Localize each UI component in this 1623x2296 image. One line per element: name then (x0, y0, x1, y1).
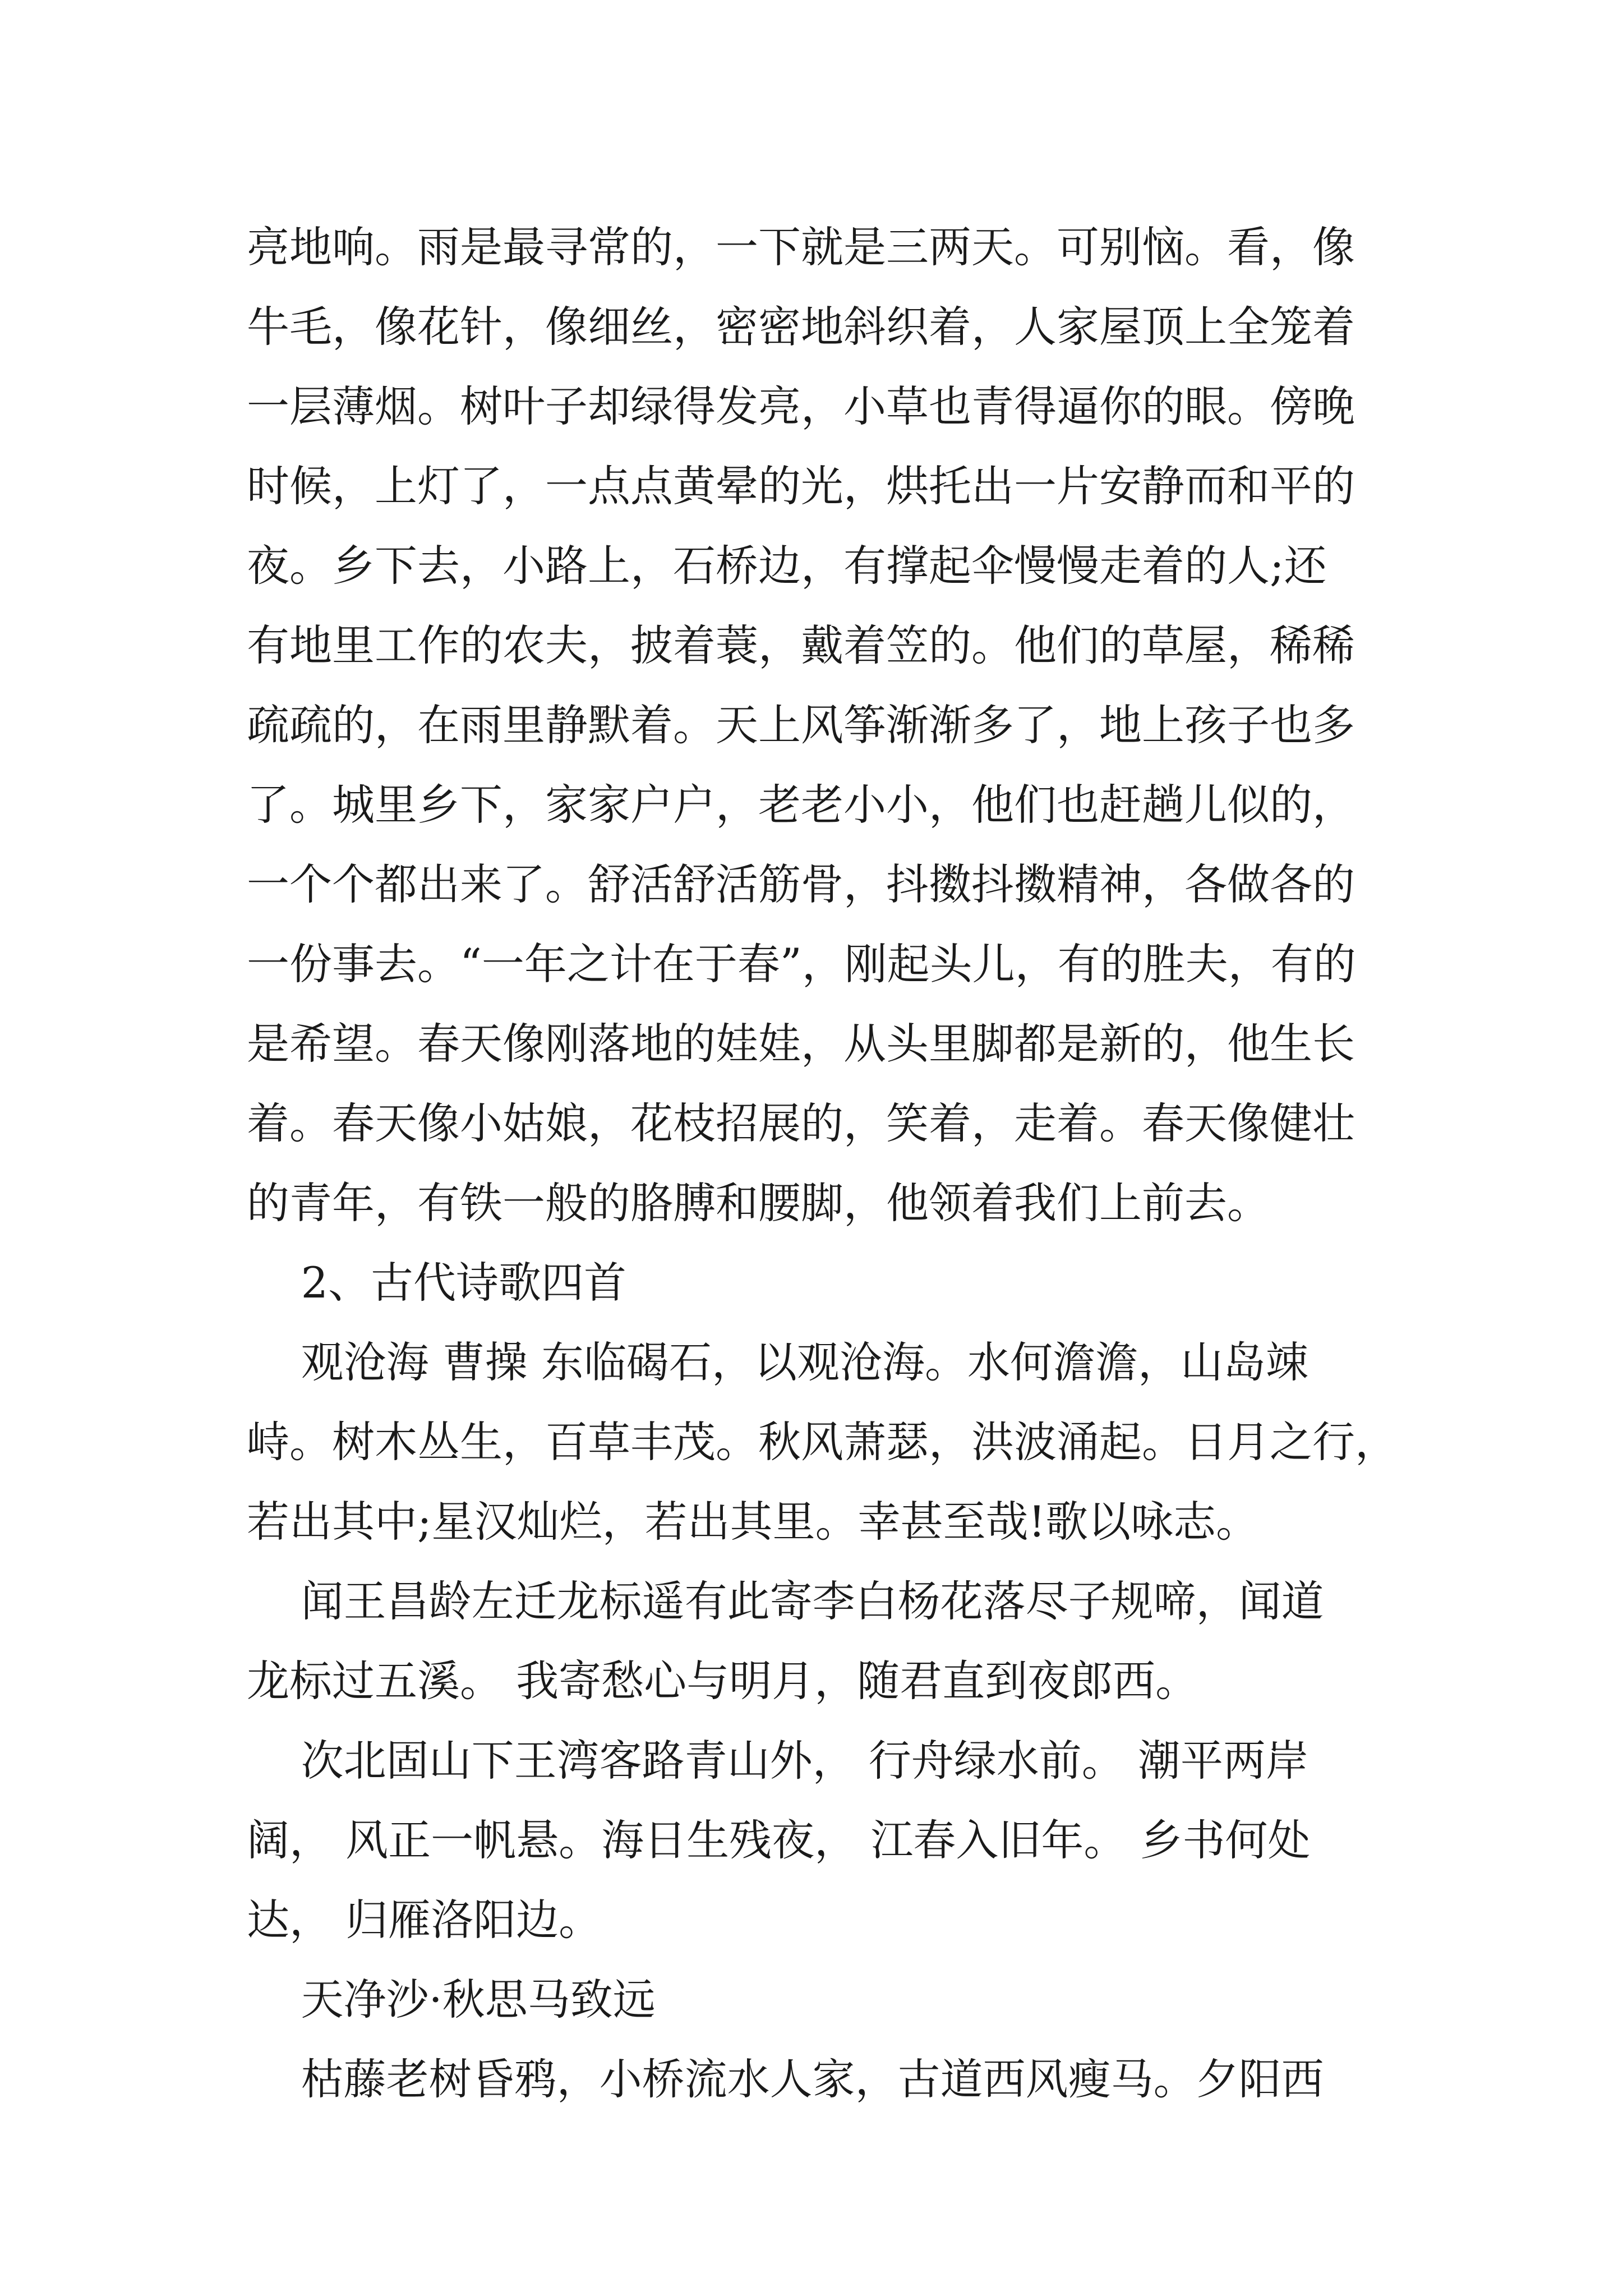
poem-line: 观沧海 曹操 东临碣石，以观沧海。水何澹澹，山岛竦 (247, 1337, 1308, 1387)
text-line: 亮地响。雨是最寻常的，一下就是三两天。可别恼。看，像 (247, 222, 1355, 272)
poem-title: 天净沙·秋思马致远 (247, 1975, 656, 2024)
text-line: 一个个都出来了。舒活舒活筋骨，抖擞抖擞精神，各做各的 (247, 859, 1355, 909)
section-heading: 2、古代诗歌四首 (247, 1258, 626, 1308)
text-line: 着。春天像小姑娘，花枝招展的，笑着，走着。春天像健壮 (247, 1098, 1355, 1148)
poem-line: 达， 归雁洛阳边。 (247, 1895, 602, 1945)
poem-line: 闻王昌龄左迁龙标遥有此寄李白杨花落尽子规啼，闻道 (247, 1576, 1324, 1626)
poem-line: 枯藤老树昏鸦，小桥流水人家，古道西风瘦马。夕阳西 (247, 2054, 1324, 2104)
text-line: 牛毛，像花针，像细丝，密密地斜织着，人家屋顶上全笼着 (247, 302, 1355, 352)
text-line: 疏疏的，在雨里静默着。天上风筝渐渐多了，地上孩子也多 (247, 700, 1355, 750)
text-line: 有地里工作的农夫，披着蓑，戴着笠的。他们的草屋，稀稀 (247, 620, 1355, 670)
body-text (247, 208, 1398, 2119)
text-line: 是希望。春天像刚落地的娃娃，从头里脚都是新的，他生长 (247, 1019, 1355, 1069)
text-line: 的青年，有铁一般的胳膊和腰脚，他领着我们上前去。 (247, 1178, 1270, 1228)
text-line: 了。城里乡下，家家户户，老老小小，他们也赶趟儿似的， (247, 780, 1355, 830)
poem-line: 龙标过五溪。 我寄愁心与明月，随君直到夜郎西。 (247, 1656, 1198, 1706)
text-line: 夜。乡下去，小路上，石桥边，有撑起伞慢慢走着的人;还 (247, 541, 1327, 591)
text-line: 一份事去。“一年之计在于春”，刚起头儿，有的胜夫，有的 (247, 939, 1356, 989)
poem-line: 次北固山下王湾客路青山外， 行舟绿水前。 潮平两岸 (247, 1736, 1308, 1786)
poem-line: 若出其中;星汉灿烂，若出其里。幸甚至哉!歌以咏志。 (247, 1497, 1259, 1547)
poem-line: 峙。树木丛生，百草丰茂。秋风萧瑟，洪波涌起。日月之行， (247, 1417, 1398, 1467)
text-line: 时候，上灯了，一点点黄晕的光，烘托出一片安静而和平的 (247, 461, 1355, 511)
poem-line: 阔， 风正一帆悬。海日生残夜， 江春入旧年。 乡书何处 (247, 1815, 1311, 1865)
text-line: 一层薄烟。树叶子却绿得发亮，小草也青得逼你的眼。傍晚 (247, 381, 1355, 431)
